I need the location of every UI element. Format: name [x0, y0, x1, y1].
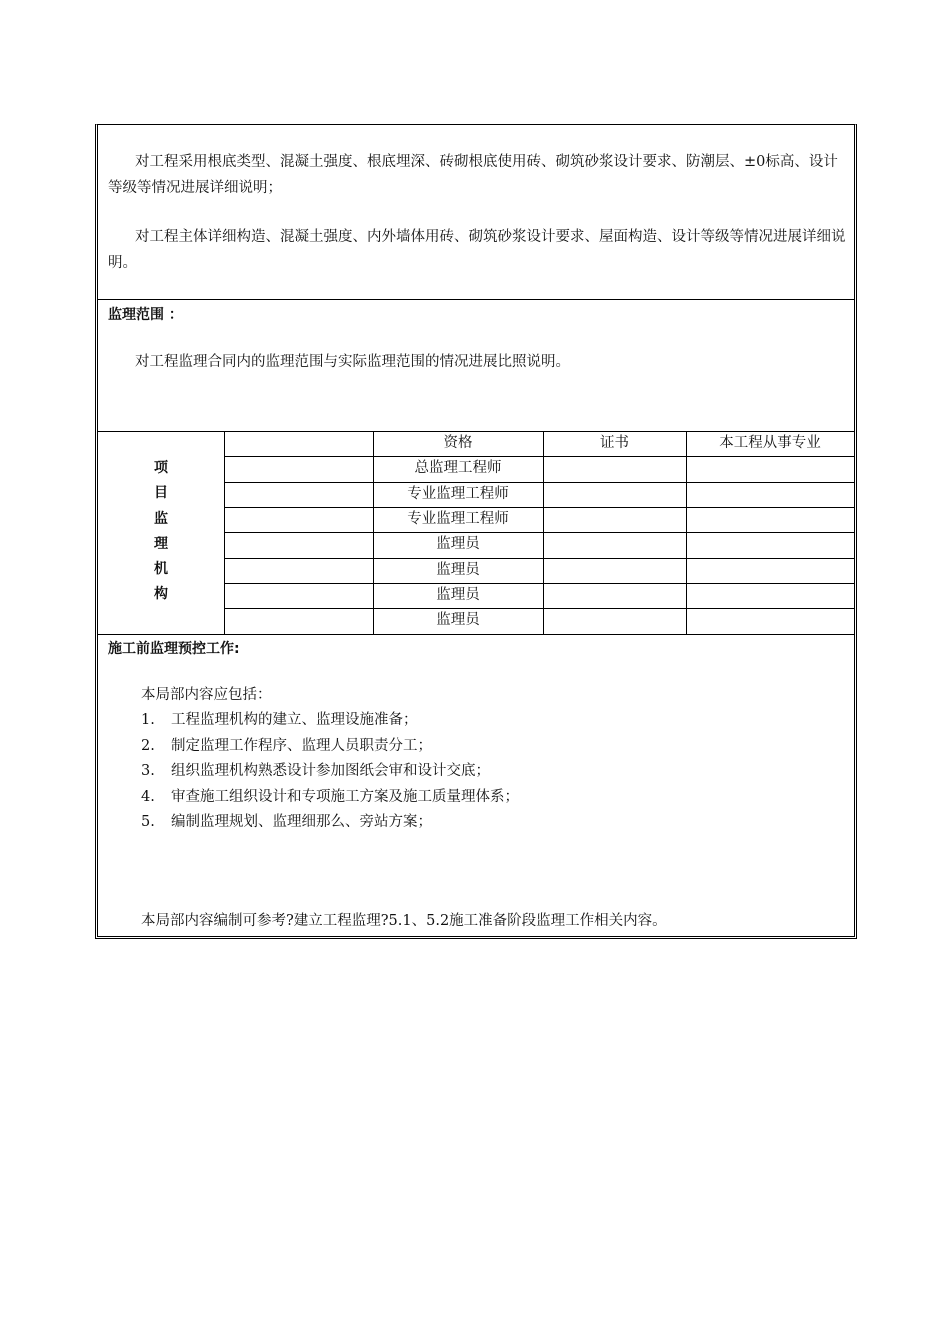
scope-heading: 监理范围 ： — [108, 307, 183, 323]
divider-pre-top — [98, 634, 854, 635]
pre-list — [141, 708, 841, 836]
intro-paragraph-2: 对工程主体详细构造、混凝土强度、内外墙体用砖、砌筑砂浆设计要求、屋面构造、设计等级等情况进展详细说明。 — [108, 229, 846, 271]
org-label: 项 目 监 理 机 构 — [154, 460, 168, 603]
list-item: 3. 组织监理机构熟悉设计参加图纸会审和设计交底； — [141, 763, 490, 779]
header-specialty: 本工程从事专业 — [719, 435, 821, 451]
table-row: 专业监理工程师 — [407, 511, 509, 527]
pre-lead: 本局部内容应包括： — [141, 687, 272, 703]
header-name — [224, 431, 373, 456]
pre-note: 本局部内容编制可参考?建立工程监理?5.1、5.2施工准备阶段监理工作相关内容。 — [141, 913, 667, 929]
table-row: 专业监理工程师 — [407, 486, 509, 502]
header-qualification: 资格 — [443, 435, 473, 451]
list-item: 2. 制定监理工作程序、监理人员职责分工； — [141, 737, 432, 754]
table-row: 监理员 — [436, 612, 480, 628]
pre-heading: 施工前监理预控工作: — [108, 641, 240, 657]
document-frame — [95, 124, 857, 939]
list-item: 1. 工程监理机构的建立、监理设施准备； — [141, 712, 418, 728]
list-item: 4. 审查施工组织设计和专项施工方案及施工质量理体系； — [141, 788, 519, 805]
table-row: 监理员 — [436, 536, 480, 552]
table-row: 监理员 — [436, 562, 480, 578]
table-row: 总监理工程师 — [414, 460, 502, 476]
scope-text: 对工程监理合同内的监理范围与实际监理范围的情况进展比照说明。 — [135, 354, 570, 370]
header-certificate: 证书 — [600, 435, 629, 451]
table-row: 监理员 — [436, 587, 480, 603]
list-item: 5. 编制监理规划、监理细那么、旁站方案； — [141, 814, 432, 830]
divider-scope-top — [98, 299, 854, 300]
intro-paragraph-1: 对工程采用根底类型、混凝土强度、根底埋深、砖砌根底使用砖、砌筑砂浆设计要求、防潮层、±0标高、设计等级等情况进展详细说明； — [108, 154, 838, 196]
